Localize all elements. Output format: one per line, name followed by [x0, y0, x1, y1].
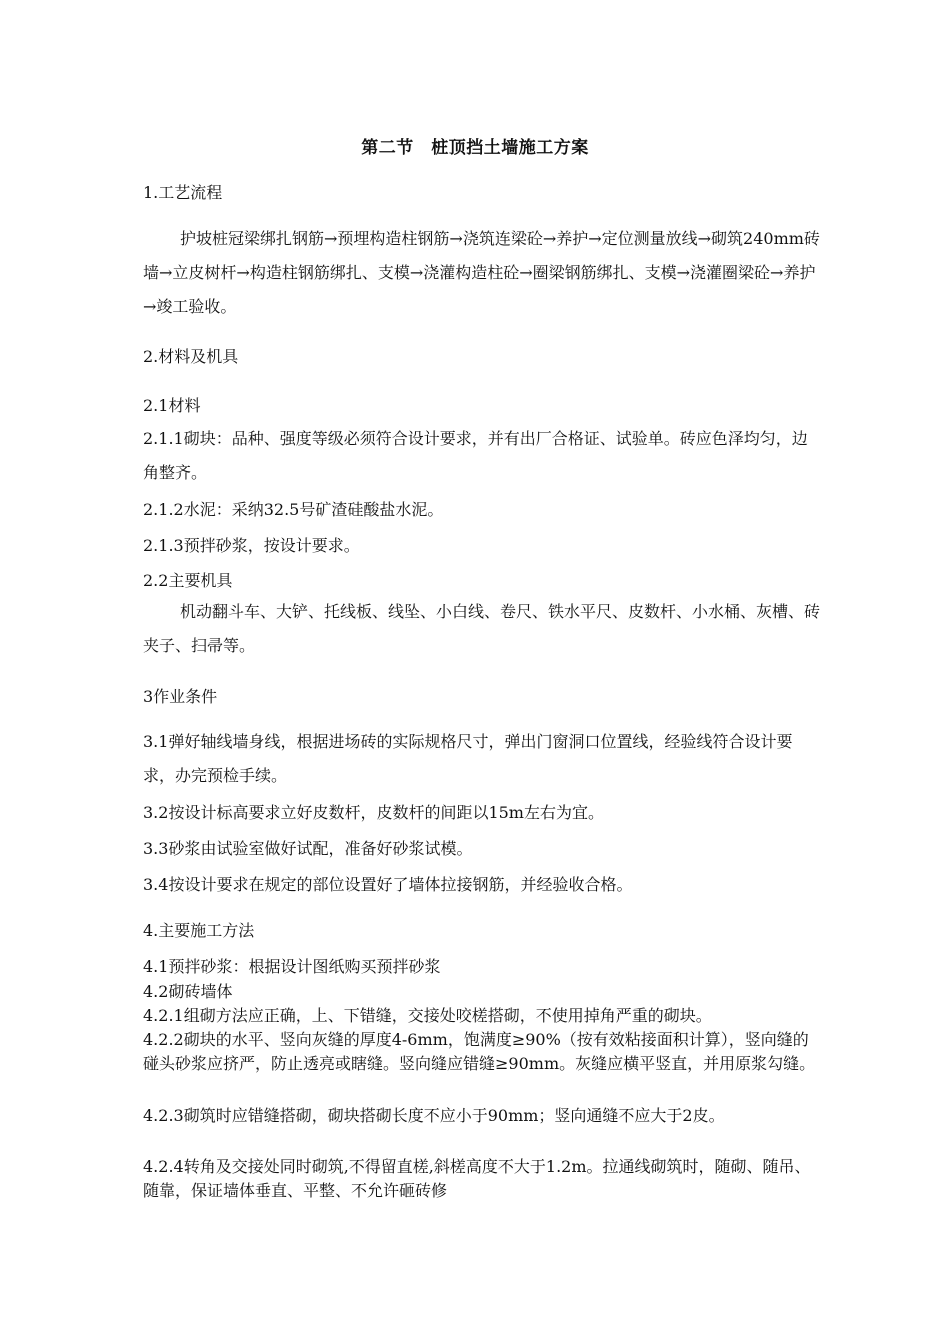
section-1-heading: 1.工艺流程: [143, 183, 223, 202]
section-4-2-1-text: 4.2.1组砌方法应正确，上、下错缝，交接处咬槎搭砌，不使用掉角严重的砌块。: [143, 1006, 712, 1025]
section-2-1-3-text: 2.1.3预拌砂浆，按设计要求。: [143, 536, 360, 555]
section-2-2-tools-text: 机动翻斗车、大铲、托线板、线坠、小白线、卷尺、铁水平尺、皮数杆、小水桶、灰槽、砖夹子、扫帚等。: [143, 602, 821, 655]
section-4-2-heading: 4.2砌砖墙体: [143, 982, 233, 1001]
section-2-1-2-text: 2.1.2水泥：采纳32.5号矿渣硅酸盐水泥。: [143, 500, 444, 519]
section-3-3-text: 3.3砂浆由试验室做好试配，准备好砂浆试模。: [143, 839, 473, 858]
section-4-2-2-text: 4.2.2砌块的水平、竖向灰缝的厚度4-6mm，饱满度≥90%（按有效粘接面积计算），竖向缝的碰头砂浆应挤严，防止透亮或瞎缝。竖向缝应错缝≥90mm。灰缝应横平竖直，并用原浆勾缝。: [143, 1030, 816, 1073]
page-title: 第二节 桩顶挡土墙施工方案: [361, 138, 589, 158]
section-3-heading: 3作业条件: [143, 687, 218, 706]
section-3-1-text: 3.1弹好轴线墙身线，根据进场砖的实际规格尺寸，弹出门窗洞口位置线，经验线符合设计要求，办完预检手续。: [143, 732, 793, 785]
section-2-heading: 2.材料及机具: [143, 347, 239, 366]
section-4-2-4-text: 4.2.4转角及交接处同时砌筑,不得留直槎,斜槎高度不大于1.2m。拉通线砌筑时，随砌、随吊、随靠，保证墙体垂直、平整、不允许砸砖修: [143, 1157, 811, 1200]
section-3-2-text: 3.2按设计标高要求立好皮数杆，皮数杆的间距以15m左右为宜。: [143, 803, 604, 822]
section-4-heading: 4.主要施工方法: [143, 921, 255, 940]
section-1-process-text: 护坡桩冠梁绑扎钢筋→预埋构造柱钢筋→浇筑连梁砼→养护→定位测量放线→砌筑240mm砖墙→立皮树杆→构造柱钢筋绑扎、支模→浇灌构造柱砼→圈梁钢筋绑扎、支模→浇灌圈梁砼→养护→竣工验收。: [143, 229, 820, 316]
section-2-1-1-text: 2.1.1砌块：品种、强度等级必须符合设计要求，并有出厂合格证、试验单。砖应色泽均匀，边角整齐。: [143, 429, 808, 482]
section-4-2-3-text: 4.2.3砌筑时应错缝搭砌，砌块搭砌长度不应小于90mm；竖向通缝不应大于2皮。: [143, 1106, 725, 1125]
section-2-2-heading: 2.2主要机具: [143, 571, 233, 590]
section-2-1-heading: 2.1材料: [143, 396, 201, 415]
section-3-4-text: 3.4按设计要求在规定的部位设置好了墙体拉接钢筋，并经验收合格。: [143, 875, 633, 894]
section-4-1-text: 4.1预拌砂浆：根据设计图纸购买预拌砂浆: [143, 957, 441, 976]
